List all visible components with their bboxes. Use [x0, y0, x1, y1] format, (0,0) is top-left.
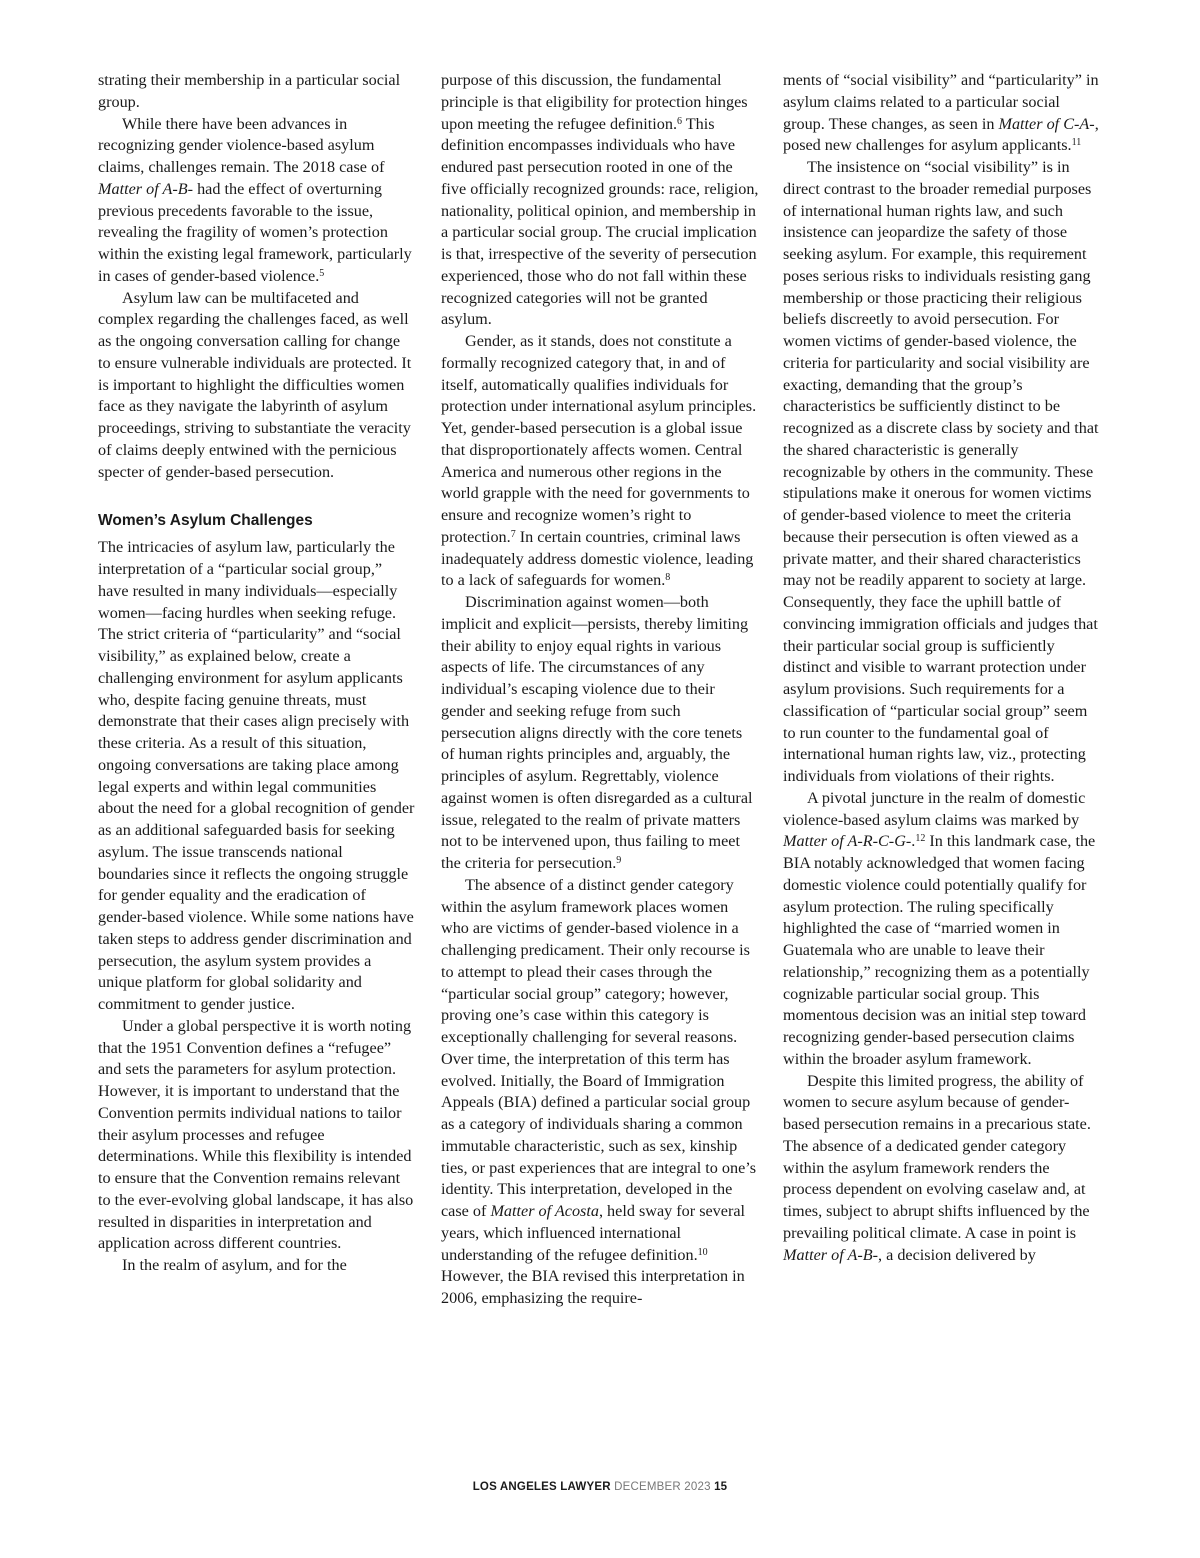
- body-paragraph: [783, 70, 1101, 157]
- text-run: In certain countries, criminal laws inadequately address domestic violence, leading to a lack of safeguards for women.: [441, 527, 754, 590]
- text-column-1: [98, 70, 416, 1277]
- footnote-ref: 6: [677, 115, 682, 127]
- text-run: had the effect of overturning previous precedents favorable to the issue, revealing the fragility of women’s protection within the existing legal framework, particularly in cases of gender-based violence.: [98, 179, 412, 285]
- text-run: , posed new challenges for asylum applicants.: [783, 114, 1099, 155]
- section-heading: [98, 510, 416, 532]
- case-name: Matter of A-B-: [98, 179, 194, 198]
- text-run: Discrimination against women—both implicit and explicit—persists, thereby limiting their ability to enjoy equal rights in various aspects of life. The circumstances of any individual’s escaping violence due to their gender and seeking refuge from such persecution aligns directly with the core tenets of human rights principles and, arguably, the principles of asylum. Regrettably, violence against women is often disregarded as a cultural issue, relegated to the realm of private matters not to be intervened upon, thus failing to meet the criteria for persecution.: [441, 593, 753, 872]
- issue-date: DECEMBER 2023: [614, 1481, 711, 1493]
- text-run: In the realm of asylum, and for the: [122, 1256, 347, 1274]
- footnote-ref: 10: [697, 1246, 708, 1258]
- body-paragraph: [98, 288, 416, 484]
- body-paragraph: [441, 331, 759, 592]
- body-paragraph: [783, 157, 1101, 788]
- body-paragraph: [98, 537, 416, 1016]
- case-name: Matter of A-R-C-G-: [783, 832, 912, 851]
- case-name: Matter of A-B-: [783, 1245, 879, 1264]
- body-paragraph: [98, 70, 416, 114]
- page-number: 15: [714, 1481, 728, 1493]
- body-paragraph: [98, 114, 416, 288]
- text-run: , held sway for several years, which influenced international understanding of the refugee definition.: [441, 1202, 746, 1264]
- text-run: Under a global perspective it is worth noting that the 1951 Convention defines a “refugee” and sets the parameters for asylum protection. However, it is important to understand that the Convention permits individual nations to tailor their asylum processes and refugee determinations. While this flexibility is intended to ensure that the Convention remains relevant to the ever-evolving global landscape, it has also resulted in disparities in interpretation and application across different countries.: [98, 1016, 414, 1253]
- body-paragraph: [441, 70, 759, 331]
- text-run: Women’s Asylum Challenges: [98, 512, 313, 530]
- body-paragraph: [783, 788, 1101, 1071]
- footnote-ref: 7: [510, 528, 516, 540]
- text-run: This definition encompasses individuals who have endured past persecution rooted in one of the five officially recognized grounds: race, religion, nationality, political opinion, and membership in a particular social group. The crucial implication is that, irrespective of the severity of persecution experienced, those who do not fall within these recognized categories will not be granted asylum.: [441, 114, 759, 329]
- text-column-2: [441, 70, 759, 1310]
- body-paragraph: [441, 592, 759, 875]
- body-paragraph: [98, 1016, 416, 1255]
- text-run: , a decision delivered by: [878, 1245, 1036, 1264]
- text-run: The intricacies of asylum law, particularly the interpretation of a “particular social group,” have resulted in many individuals—especially women—facing hurdles when seeking refuge. The strict criteria of “particularity” and “social visibility,” as explained below, create a challenging environment for asylum applicants who, despite facing genuine threats, must demonstrate that their cases align precisely with these criteria. As a result of this situation, ongoing conversations are taking place among legal experts and within legal communities about the need for a global recognition of gender as an additional safeguarded basis for seeking asylum. The issue transcends national boundaries since it reflects the ongoing struggle for gender equality and the eradication of gender-based violence. While some nations have taken steps to address gender discrimination and persecution, the asylum system provides a unique platform for global solidarity and commitment to gender justice.: [98, 538, 415, 1013]
- text-run: However, the BIA revised this interpretation in 2006, emphasizing the require-: [441, 1267, 745, 1307]
- text-run: Gender, as it stands, does not constitute a formally recognized category that, in and of itself, automatically qualifies individuals for protection under international asylum principles. Yet, gender-based persecution is a global issue that disproportionately affects women. Central America and numerous other regions in the world grapple with the need for governments to ensure and recognize women’s right to protection.: [441, 332, 757, 546]
- text-run: While there have been advances in recognizing gender violence-based asylum claims, challenges remain. The 2018 case of: [98, 114, 385, 176]
- case-name: Matter of Acosta: [490, 1202, 599, 1220]
- text-run: .: [911, 832, 916, 851]
- text-run: purpose of this discussion, the fundamental principle is that eligibility for protection hinges upon meeting the refugee definition.: [441, 71, 748, 133]
- text-column-3: [783, 70, 1101, 1266]
- footnote-ref: 5: [319, 267, 325, 279]
- body-paragraph: [783, 1071, 1101, 1267]
- text-run: ments of “social visibility” and “particularity” in asylum claims related to a particular social group. These changes, as seen in: [783, 71, 1099, 133]
- footnote-ref: 9: [616, 855, 622, 866]
- text-run: strating their membership in a particular social group.: [98, 71, 401, 111]
- footnote-ref: 11: [1071, 137, 1082, 149]
- text-run: A pivotal juncture in the realm of domestic violence-based asylum claims was marked by: [783, 788, 1086, 829]
- body-paragraph: [98, 1255, 416, 1277]
- publication-name: LOS ANGELES LAWYER: [472, 1481, 611, 1493]
- body-paragraph: [441, 875, 759, 1310]
- footnote-ref: 12: [915, 833, 926, 845]
- text-run: In this landmark case, the BIA notably acknowledged that women facing domestic violence could potentially qualify for asylum protection. The ruling specifically highlighted the case of “married women in Guatemala who are unable to leave their relationship,” recognizing them as a potentially cognizable particular social group. This momentous decision was an initial step toward recognizing gender-based persecution claims within the broader asylum framework.: [783, 832, 1096, 1068]
- text-run: The absence of a distinct gender category within the asylum framework places women who are victims of gender-based violence in a challenging predicament. Their only recourse is to attempt to plead their cases through the “particular social group” category; however, proving one’s case within this category is exceptionally challenging for several reasons. Over time, the interpretation of this term has evolved. Initially, the Board of Immigration Appeals (BIA) defined a particular social group as a category of individuals sharing a common immutable characteristic, such as sex, kinship ties, or past experiences that are integral to one’s identity. This interpretation, developed in the case of: [441, 875, 757, 1220]
- footnote-ref: 8: [665, 572, 671, 584]
- text-run: Asylum law can be multifaceted and complex regarding the challenges faced, as well as the ongoing conversation calling for change to ensure vulnerable individuals are protected. It is important to highlight the difficulties women face as they navigate the labyrinth of asylum proceedings, striving to substantiate the veracity of claims deeply entwined with the pernicious specter of gender-based persecution.: [98, 288, 412, 481]
- text-run: Despite this limited progress, the ability of women to secure asylum because of gender-based persecution remains in a precarious state. The absence of a dedicated gender category within the asylum framework renders the process dependent on evolving caselaw and, at times, subject to abrupt shifts influenced by the prevailing political climate. A case in point is: [783, 1071, 1091, 1242]
- text-run: The insistence on “social visibility” is in direct contrast to the broader remedial purposes of international human rights law, and such insistence can jeopardize the safety of those seeking asylum. For example, this requirement poses serious risks to individuals resisting gang membership or those practicing their religious beliefs discreetly to avoid persecution. For women victims of gender-based violence, the criteria for particularity and social visibility are exacting, demanding that the group’s characteristics be sufficiently distinct to be recognized as a discrete class by society and that the shared characteristic is generally recognizable by others in the community. These stipulations make it onerous for women victims of gender-based violence to meet the criteria because their persecution is often viewed as a private matter, and their shared characteristics may not be readily apparent to society at large. Consequently, they face the uphill battle of convincing immigration officials and judges that their particular social group is sufficiently distinct and visible to warrant protection under asylum provisions. Such requirements for a classification of “particular social group” seem to run counter to the fundamental goal of international human rights law, viz., protecting individuals from violations of their rights.: [783, 158, 1099, 785]
- page-footer: [0, 1481, 1200, 1493]
- case-name: Matter of C-A-: [998, 114, 1095, 133]
